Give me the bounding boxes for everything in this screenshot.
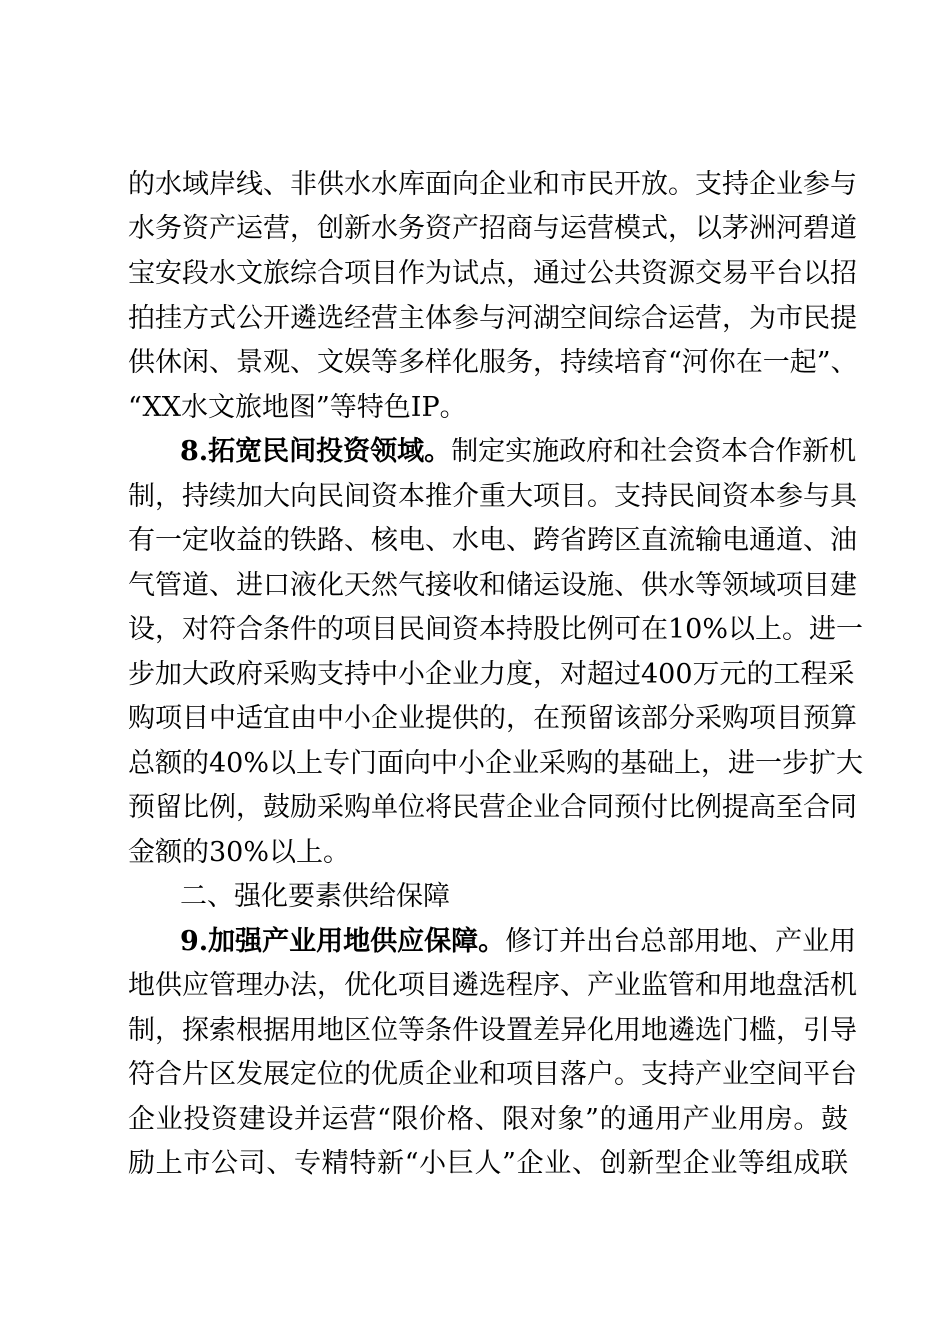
text-line: 预留比例，鼓励采购单位将民营企业合同预付比例提高至合同	[128, 792, 857, 823]
text-line: 金额的30%以上。	[128, 837, 351, 868]
text-line: 水务资产运营，创新水务资产招商与运营模式，以茅洲河碧道	[128, 213, 857, 244]
text-line: 制，探索根据用地区位等条件设置差异化用地遴选门槛，引导	[128, 1015, 857, 1046]
text-line: 制，持续加大向民间资本推介重大项目。支持民间资本参与具	[128, 481, 857, 512]
text-line: 符合片区发展定位的优质企业和项目落户。支持产业空间平台	[128, 1059, 857, 1090]
text-line: 企业投资建设并运营“限价格、限对象”的通用产业用房。鼓	[128, 1104, 848, 1135]
text-line: 步加大政府采购支持中小企业力度，对超过400万元的工程采	[128, 659, 855, 690]
text-line: 气管道、进口液化天然气接收和储运设施、供水等领域项目建	[128, 570, 857, 601]
text-line: 供休闲、景观、文娱等多样化服务，持续培育“河你在一起”、	[128, 347, 858, 378]
text-line: 有一定收益的铁路、核电、水电、跨省跨区直流输电通道、油	[128, 525, 857, 556]
text-line: 购项目中适宜由中小企业提供的，在预留该部分采购项目预算	[128, 703, 857, 734]
text-line: “XX水文旅地图”等特色IP。	[128, 392, 467, 423]
text-line: 地供应管理办法，优化项目遴选程序、产业监管和用地盘活机	[128, 970, 857, 1001]
text-line: 总额的40%以上专门面向中小企业采购的基础上，进一步扩大	[128, 748, 864, 779]
paragraph-8-first-line	[180, 430, 857, 474]
text-line: 励上市公司、专精特新“小巨人”企业、创新型企业等组成联	[128, 1148, 848, 1179]
section-heading: 二、强化要素供给保障	[180, 881, 450, 912]
item-9-lead-text: 修订并出台总部用地、产业用	[505, 926, 857, 957]
item-8-lead-text: 制定实施政府和社会资本合作新机	[451, 436, 857, 467]
text-line: 宝安段水文旅综合项目作为试点，通过公共资源交易平台以招	[128, 258, 857, 289]
item-9-heading: 9.加强产业用地供应保障。	[180, 926, 506, 957]
text-line: 拍挂方式公开遴选经营主体参与河湖空间综合运营，为市民提	[128, 303, 857, 334]
text-line: 设，对符合条件的项目民间资本持股比例可在10%以上。进一	[128, 614, 864, 645]
text-line: 的水域岸线、非供水水库面向企业和市民开放。支持企业参与	[128, 169, 857, 200]
paragraph-9-first-line	[180, 920, 857, 964]
item-8-heading: 8.拓宽民间投资领域。	[180, 436, 452, 467]
